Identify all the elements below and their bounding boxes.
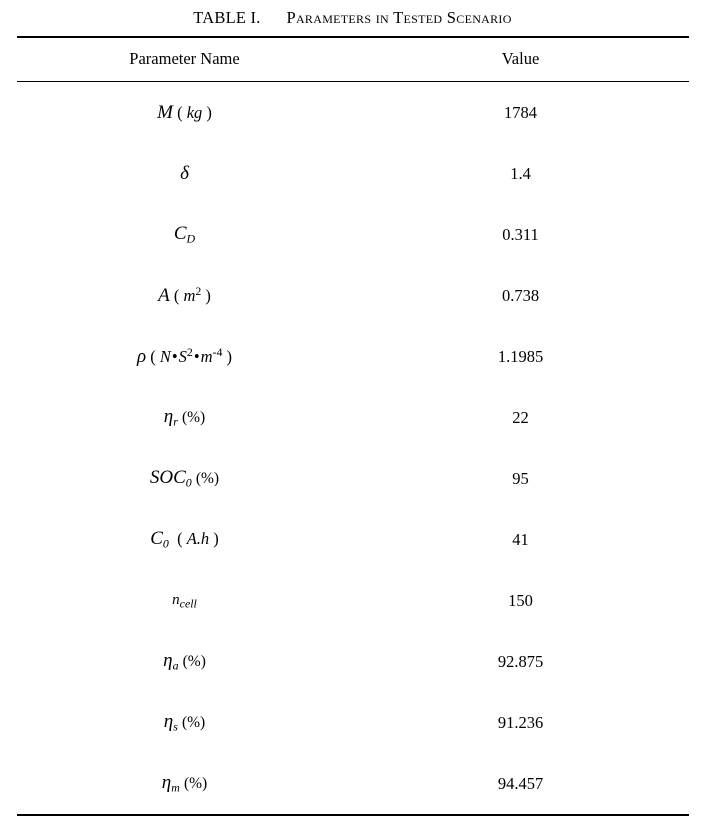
param-value-eta-r: 22 xyxy=(512,407,529,427)
table-row xyxy=(17,387,689,448)
param-name-delta: δ xyxy=(180,162,189,184)
table-body xyxy=(17,82,689,817)
table-row xyxy=(17,265,689,326)
table-caption-label: TABLE I. xyxy=(193,8,261,27)
table-bottom-rule-row xyxy=(17,815,689,816)
param-value-eta-s: 91.236 xyxy=(497,712,544,732)
param-value-air-density: 1.1985 xyxy=(497,346,544,366)
param-name-soc0: $SOC_0$ (%) xyxy=(149,466,220,490)
parameters-table xyxy=(17,36,689,816)
param-name-mass: M ( kg ) xyxy=(17,82,353,144)
table-row xyxy=(17,82,689,144)
param-value-capacity: 41 xyxy=(512,529,529,549)
table-row xyxy=(17,631,689,692)
table-row xyxy=(17,448,689,509)
param-value-mass: 1784 xyxy=(353,82,689,144)
table-row xyxy=(17,753,689,815)
param-value-cell-count: 150 xyxy=(508,590,533,610)
param-name-eta-a: $\eta_a$ (%) xyxy=(163,649,206,673)
table-caption-title: Parameters in Tested Scenario xyxy=(286,8,512,27)
table-row xyxy=(17,143,689,204)
param-name-eta-r: $\eta_r$ (%) xyxy=(163,405,206,429)
table-row xyxy=(17,570,689,631)
table-row xyxy=(17,326,689,387)
param-name-frontal-area: A ( $m^2$ ) xyxy=(158,284,211,306)
table-header-row xyxy=(17,37,689,82)
param-name-cell-count: $n_{cell}$ xyxy=(172,592,197,611)
param-value-drag-coefficient: 0.311 xyxy=(502,224,539,244)
param-name-eta-s: $\eta_s$ (%) xyxy=(163,710,206,734)
param-value-eta-m: 94.457 xyxy=(497,773,544,793)
column-header-parameter-name: Parameter Name xyxy=(17,37,353,82)
table-row xyxy=(17,509,689,570)
param-name-air-density: ρ ( $N•S^2•m^{-4}$ ) xyxy=(136,345,233,367)
table-row xyxy=(17,204,689,265)
param-name-capacity: $C_0$ ( A.h ) xyxy=(150,527,219,551)
param-name-eta-m: $\eta_m$ (%) xyxy=(161,771,208,795)
param-value-eta-a: 92.875 xyxy=(497,651,544,671)
param-value-soc0: 95 xyxy=(512,468,529,488)
table-bottom-rule-left xyxy=(17,815,353,816)
table-row xyxy=(17,692,689,753)
table-bottom-rule-right xyxy=(353,815,689,816)
table-caption xyxy=(0,0,705,36)
column-header-value: Value xyxy=(353,37,689,82)
param-name-drag-coefficient: $C_D$ xyxy=(173,222,196,246)
table-head xyxy=(17,37,689,82)
param-value-delta: 1.4 xyxy=(510,163,531,183)
param-value-frontal-area: 0.738 xyxy=(501,285,540,305)
